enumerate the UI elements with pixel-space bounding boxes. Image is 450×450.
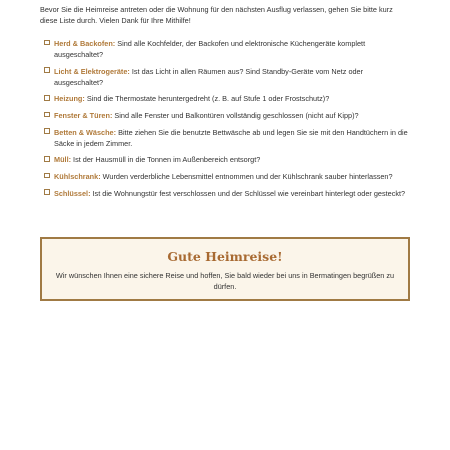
checklist-item-betten[interactable]: [44, 127, 414, 149]
checklist-item-text: Sind die Thermostate heruntergedreht (z. B. auf Stufe 1 oder Frostschutz)?: [84, 94, 330, 104]
checklist-item-schluessel[interactable]: [44, 188, 414, 199]
checklist-item-label: Licht & Elektrogeräte:: [54, 66, 130, 76]
checklist-item-label: Kühlschrank:: [54, 172, 101, 182]
checklist-item-label: Schlüssel:: [54, 188, 91, 198]
checklist-item-label: Herd & Backofen:: [54, 39, 116, 48]
farewell-title: Gute Heimreise!: [167, 249, 283, 264]
checklist-item-heizung[interactable]: [44, 93, 414, 104]
checklist-item-herd[interactable]: [44, 38, 414, 60]
intro-text: Bevor Sie die Heimreise antreten oder die Wohnung für den nächsten Ausflug verlassen, gehen Sie bitte kurz diese Liste durch. Vielen Dank für Ihre Mithilfe!: [40, 5, 393, 25]
checkbox-icon[interactable]: [44, 189, 50, 195]
farewell-text: Wir wünschen Ihnen eine sichere Reise und hoffen, Sie bald wieder bei uns in Bermatingen begrüßen zu dürfen.: [55, 271, 395, 291]
checklist-item-label: Heizung:: [54, 94, 85, 104]
checkbox-icon[interactable]: [44, 67, 50, 73]
checklist-item-label: Fenster & Türen:: [54, 111, 113, 121]
checklist-item-text: Wurden verderbliche Lebensmittel entnommen und der Kühlschrank sauber hinterlassen?: [100, 172, 393, 182]
checklist-item-text: Sind alle Kochfelder, der Backofen und elektronische Küchengeräte komplett ausgeschaltet?: [54, 39, 366, 59]
departure-checklist: [44, 38, 414, 205]
checklist-item-text: Ist das Licht in allen Räumen aus? Sind Standby-Geräte vom Netz oder ausgeschaltet?: [54, 66, 364, 87]
checklist-item-text: Ist die Wohnungstür fest verschlossen und der Schlüssel wie vereinbart hinterlegt oder gesteckt?: [90, 188, 406, 198]
checklist-item-muell[interactable]: [44, 154, 414, 165]
checkbox-icon[interactable]: [44, 112, 50, 118]
checkbox-icon[interactable]: [44, 95, 50, 101]
checklist-item-label: Betten & Wäsche:: [54, 127, 117, 137]
checkbox-icon[interactable]: [44, 128, 50, 134]
checklist-item-text: Ist der Hausmüll in die Tonnen im Außenbereich entsorgt?: [71, 155, 261, 165]
checklist-item-text: Sind alle Fenster und Balkontüren vollständig geschlossen (nicht auf Kipp)?: [112, 111, 359, 121]
checklist-item-kuehlschrank[interactable]: [44, 171, 414, 182]
checkbox-icon[interactable]: [44, 173, 50, 179]
checklist-item-licht[interactable]: [44, 66, 414, 88]
farewell-box: [40, 237, 410, 301]
checkbox-icon[interactable]: [44, 40, 50, 46]
checkbox-icon[interactable]: [44, 156, 50, 162]
checklist-item-fenster[interactable]: [44, 110, 414, 121]
checklist-item-label: Müll:: [54, 155, 72, 165]
checklist-item-text: Bitte ziehen Sie die benutzte Bettwäsche ab und legen Sie sie mit den Handtüchern in die Säcke in jedem Zimmer.: [54, 127, 408, 148]
